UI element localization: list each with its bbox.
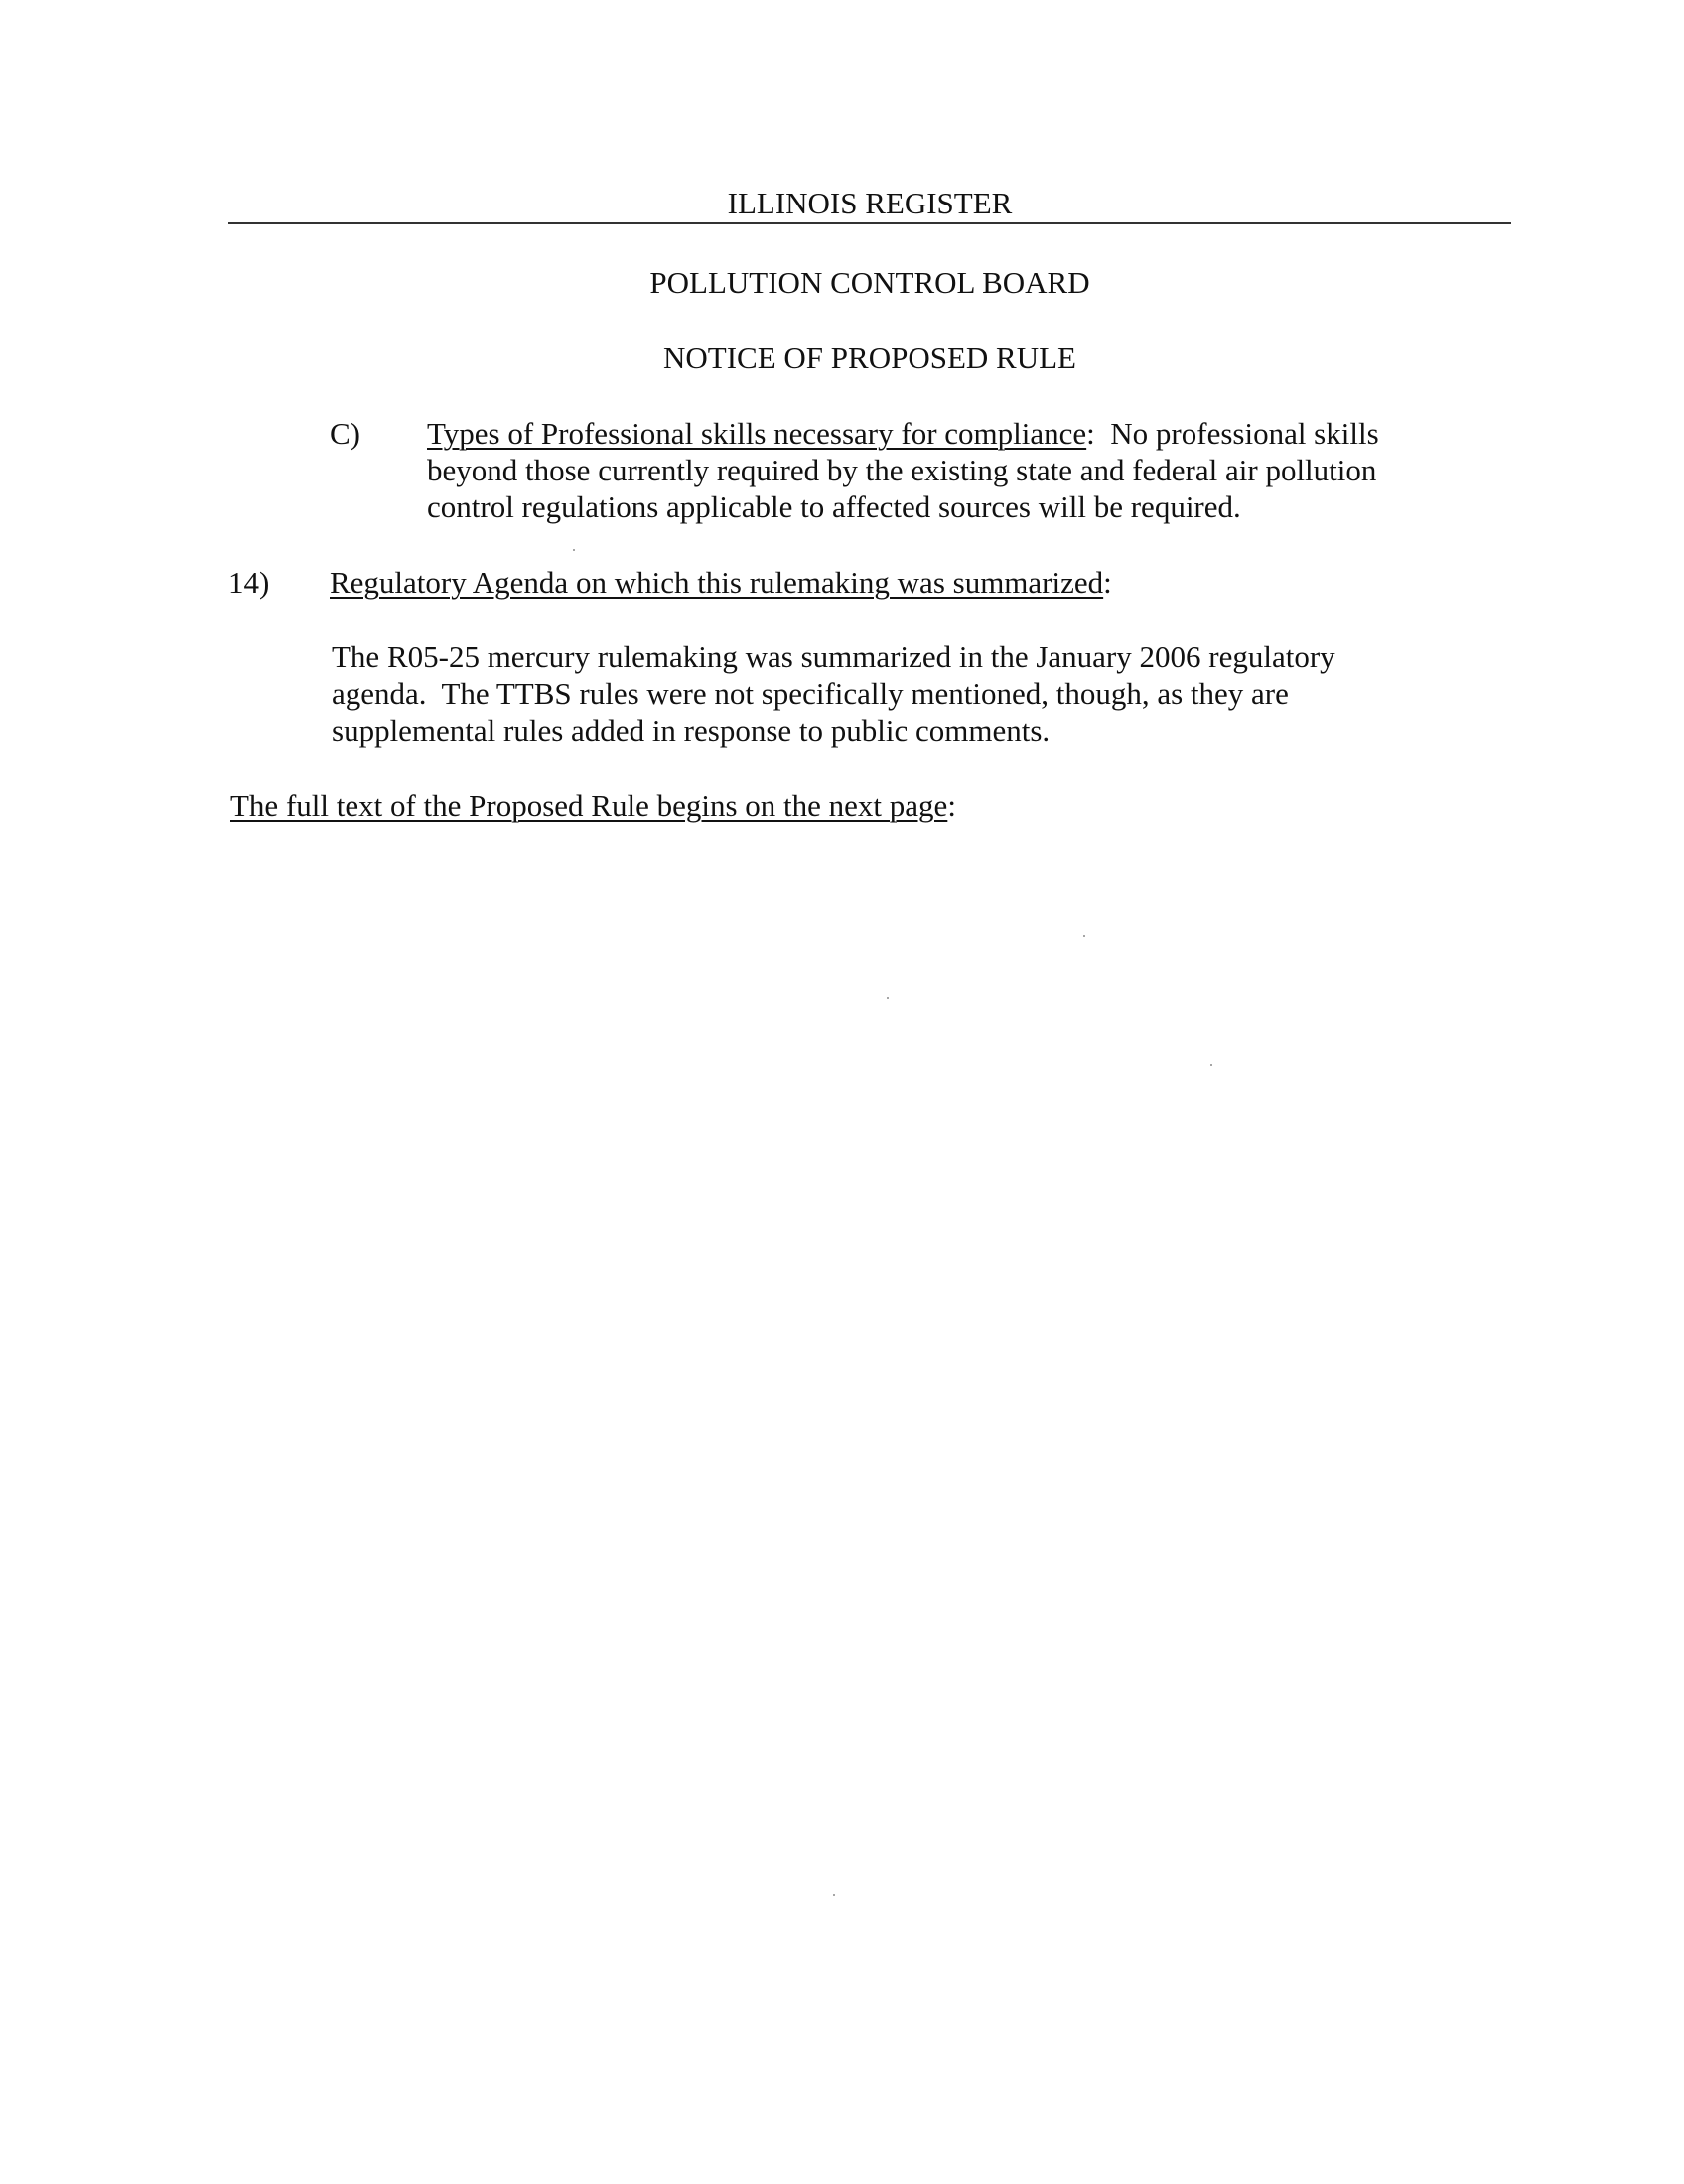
item-c-line-1 bbox=[427, 415, 1379, 453]
notice-heading bbox=[228, 340, 1511, 377]
item-14-heading: Regulatory Agenda on which this rulemaking was summarized bbox=[330, 565, 1104, 600]
board-heading bbox=[228, 264, 1511, 302]
item-c-line-3-text: control regulations applicable to affected sources will be required. bbox=[427, 489, 1241, 524]
scan-speck bbox=[887, 997, 889, 999]
closing-colon: : bbox=[947, 788, 956, 823]
register-title bbox=[228, 185, 1511, 222]
item-c-line-1-rest: No professional skills bbox=[1110, 416, 1379, 451]
scan-speck bbox=[573, 549, 575, 551]
item-14-body-line-3 bbox=[332, 712, 1050, 750]
scan-speck bbox=[1083, 935, 1085, 937]
header-rule bbox=[228, 222, 1511, 224]
closing-text: The full text of the Proposed Rule begins on the next page bbox=[230, 788, 948, 823]
item-14-heading-line bbox=[330, 564, 1112, 602]
item-c-marker bbox=[330, 415, 360, 453]
register-title-text: ILLINOIS REGISTER bbox=[727, 186, 1013, 220]
item-14-body-line-1 bbox=[332, 638, 1335, 676]
item-c-line-2-text: beyond those currently required by the existing state and federal air pollution bbox=[427, 453, 1377, 487]
item-14-marker bbox=[228, 564, 269, 602]
notice-heading-text: NOTICE OF PROPOSED RULE bbox=[663, 341, 1076, 375]
item-c-line-2 bbox=[427, 452, 1376, 489]
scan-speck bbox=[833, 1894, 835, 1896]
item-14-body-line-3-text: supplemental rules added in response to public comments. bbox=[332, 713, 1051, 748]
scan-speck bbox=[1210, 1064, 1212, 1066]
item-14-marker-text: 14) bbox=[228, 565, 270, 600]
item-14-body-line-2-text: agenda. The TTBS rules were not specifically mentioned, though, as they are bbox=[332, 676, 1289, 711]
item-14-body-line-1-text: The R05-25 mercury rulemaking was summarized in the January 2006 regulatory bbox=[332, 639, 1335, 674]
board-heading-text: POLLUTION CONTROL BOARD bbox=[649, 265, 1090, 300]
closing-line bbox=[230, 787, 956, 825]
item-14-heading-colon: : bbox=[1103, 565, 1112, 600]
item-c-heading-colon: : bbox=[1086, 416, 1095, 451]
item-c-marker-text: C) bbox=[330, 416, 360, 451]
item-14-body-line-2 bbox=[332, 675, 1289, 713]
item-c-heading: Types of Professional skills necessary for compliance bbox=[427, 416, 1087, 451]
item-c-line-3 bbox=[427, 488, 1241, 526]
